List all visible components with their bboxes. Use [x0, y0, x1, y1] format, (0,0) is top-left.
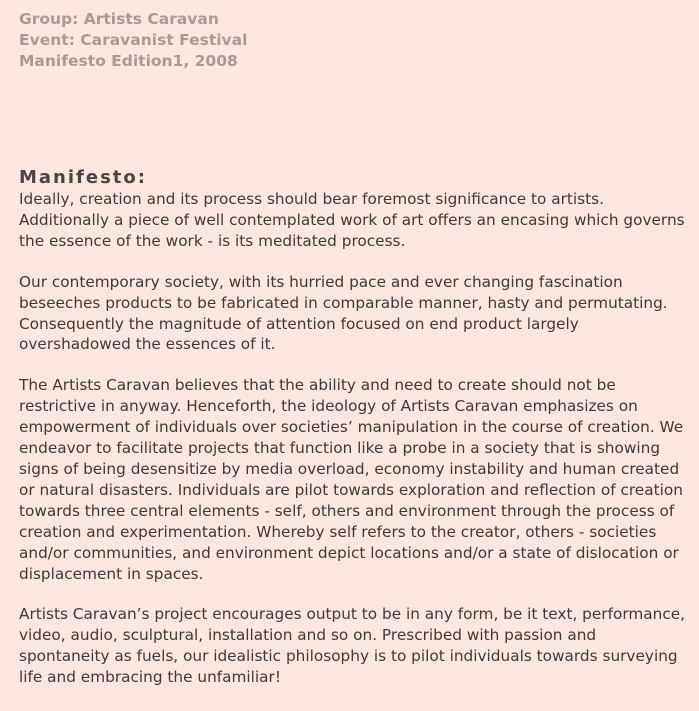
edition-line: Manifesto Edition1, 2008 — [19, 52, 238, 70]
manifesto-paragraph-3: The Artists Caravan believes that the ability and need to create should not be restrictive in anyway. Henceforth, the ideology of Artists Caravan emphasizes on empowerment of individuals over societies’ manipulation in the course of creation. We endeavor to facilitate projects that function like a probe in a society that is showing signs of being desensitize by media overload, economy instability and human created or natural disasters. Individuals are pilot towards exploration and reflection of creation towards three central elements - self, others and environment through the process of creation and experimentation. Whereby self refers to the creator, others - societies and/or communities, and environment depict locations and/or a state of dislocation or displacement in spaces. — [19, 376, 684, 583]
manifesto-paragraph-2: Our contemporary society, with its hurried pace and ever changing fascination beseeches products to be fabricated in comparable manner, hasty and permutating. Consequently the magnitude of attention focused on end product largely overshadowed the essences of it. — [19, 272, 668, 354]
manifesto-section — [19, 167, 691, 708]
manifesto-paragraph-4: Artists Caravan’s project encourages output to be in any form, be it text, performance, video, audio, sculptural, installation and so on. Prescribed with passion and spontaneity as fuels, our idealistic philosophy is to pilot individuals towards surveying life and embracing the unfamiliar! — [19, 605, 686, 687]
document-header — [19, 9, 247, 72]
event-line: Event: Caravanist Festival — [19, 31, 248, 49]
manifesto-paragraph-1: Ideally, creation and its process should bear foremost significance to artists. Additionally a piece of well contemplated work of art offers an encasing which governs the essence of the work - is its meditated process. — [19, 190, 685, 250]
group-line: Group: Artists Caravan — [19, 10, 219, 28]
manifesto-heading: Manifesto: — [19, 167, 147, 188]
